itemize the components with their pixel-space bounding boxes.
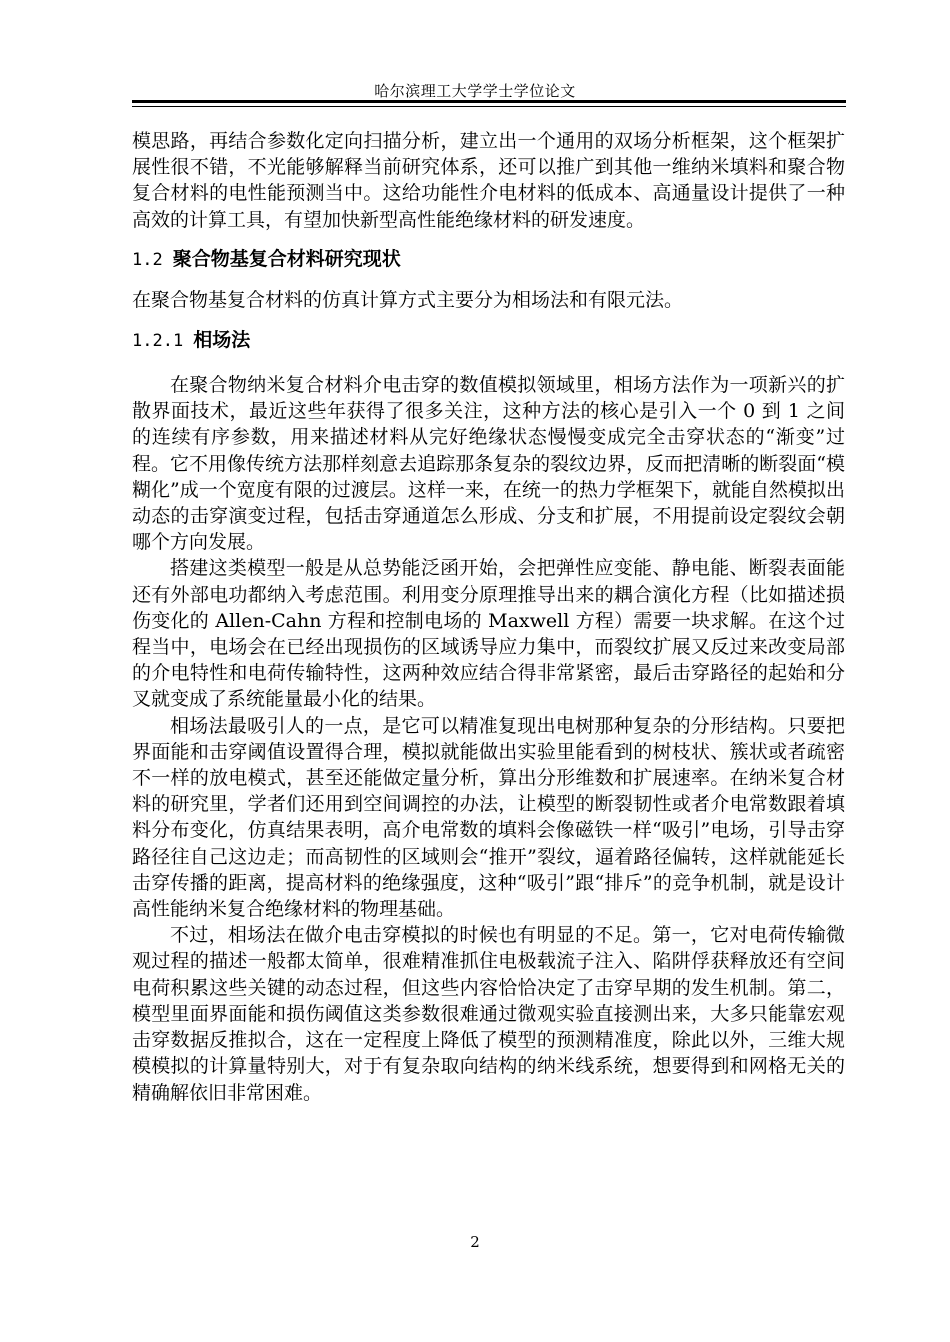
subsection-number: 1.2.1 — [132, 331, 184, 352]
page-header-title: 哈尔滨理工大学学士学位论文 — [374, 82, 576, 100]
subsection-heading-1-2-1 — [132, 327, 845, 354]
paragraph-continued: 模思路，再结合参数化定向扫描分析，建立出一个通用的双场分析框架，这个框架扩展性很不错，不光能够解释当前研究体系，还可以推广到其他一维纳米填料和聚合物复合材料的电性能预测当中。这给功能性介电材料的低成本、高通量设计提供了一种高效的计算工具，有望加快新型高性能绝缘材料的研发速度。 — [132, 130, 845, 231]
paragraph-limitations: 不过，相场法在做介电击穿模拟的时候也有明显的不足。第一，它对电荷传输微观过程的描述一般都太简单，很难精准抓住电极载流子注入、陷阱俘获释放还有空间电荷积累这些关键的动态过程，但这些内容恰恰决定了击穿早期的发生机制。第二，模型里面界面能和损伤阈值这类参数很难通过微观实验直接测出来，大多只能靠宏观击穿数据反推拟合，这在一定程度上降低了模型的预测精准度，除此以外，三维大规模模拟的计算量特别大，对于有复杂取向结构的纳米线系统，想要得到和网格无关的精确解依旧非常困难。 — [132, 924, 845, 1104]
section-number: 1.2 — [132, 249, 163, 270]
section-heading-1-2 — [132, 246, 845, 273]
section-title: 聚合物基复合材料研究现状 — [172, 247, 401, 270]
header-rule-thick — [132, 100, 846, 103]
paragraph-model-construction: 搭建这类模型一般是从总势能泛函开始，会把弹性应变能、静电能、断裂表面能还有外部电功都纳入考虑范围。利用变分原理推导出来的耦合演化方程（比如描述损伤变化的 Allen-Cahn 方程和控制电场的 Maxwell 方程）需要一块求解。在这个过程当中，电场会在已经出现损伤的区域诱导应力集中，而裂纹扩展又反过来改变局部的介电特性和电荷传输特性，这两种效应结合得非常紧密，最后击穿路径的起始和分叉就变成了系统能量最小化的结果。 — [132, 557, 845, 711]
section-intro-paragraph: 在聚合物基复合材料的仿真计算方式主要分为相场法和有限元法。 — [132, 288, 684, 311]
page-number: 2 — [470, 1233, 480, 1251]
paragraph-phase-field-intro: 在聚合物纳米复合材料介电击穿的数值模拟领域里，相场方法作为一项新兴的扩散界面技术，最近这些年获得了很多关注，这种方法的核心是引入一个 0 到 1 之间的连续有序参数，用来描述材料从完好绝缘状态慢慢变成完全击穿状态的“渐变”过程。它不用像传统方法那样刻意去追踪那条复杂的裂纹边界，反而把清晰的断裂面“模糊化”成一个宽度有限的过渡层。这样一来，在统一的热力学框架下，就能自然模拟出动态的击穿演变过程，包括击穿通道怎么形成、分支和扩展，不用提前设定裂纹会朝哪个方向发展。 — [132, 374, 845, 554]
page-body — [132, 128, 845, 1106]
header-rule-thin — [132, 106, 846, 107]
paragraph-fractal-structure: 相场法最吸引人的一点，是它可以精准复现出电树那种复杂的分形结构。只要把界面能和击穿阈值设置得合理，模拟就能做出实验里能看到的树枝状、簇状或者疏密不一样的放电模式，甚至还能做定量分析，算出分形维数和扩展速率。在纳米复合材料的研究里，学者们还用到空间调控的办法，让模型的断裂韧性或者介电常数跟着填料分布变化，仿真结果表明，高介电常数的填料会像磁铁一样“吸引”电场，引导击穿路径往自己这边走；而高韧性的区域则会“推开”裂纹，逼着路径偏转，这样就能延长击穿传播的距离，提高材料的绝缘强度，这种“吸引”跟“排斥”的竞争机制，就是设计高性能纳米复合绝缘材料的物理基础。 — [132, 714, 845, 921]
subsection-title: 相场法 — [193, 329, 251, 352]
